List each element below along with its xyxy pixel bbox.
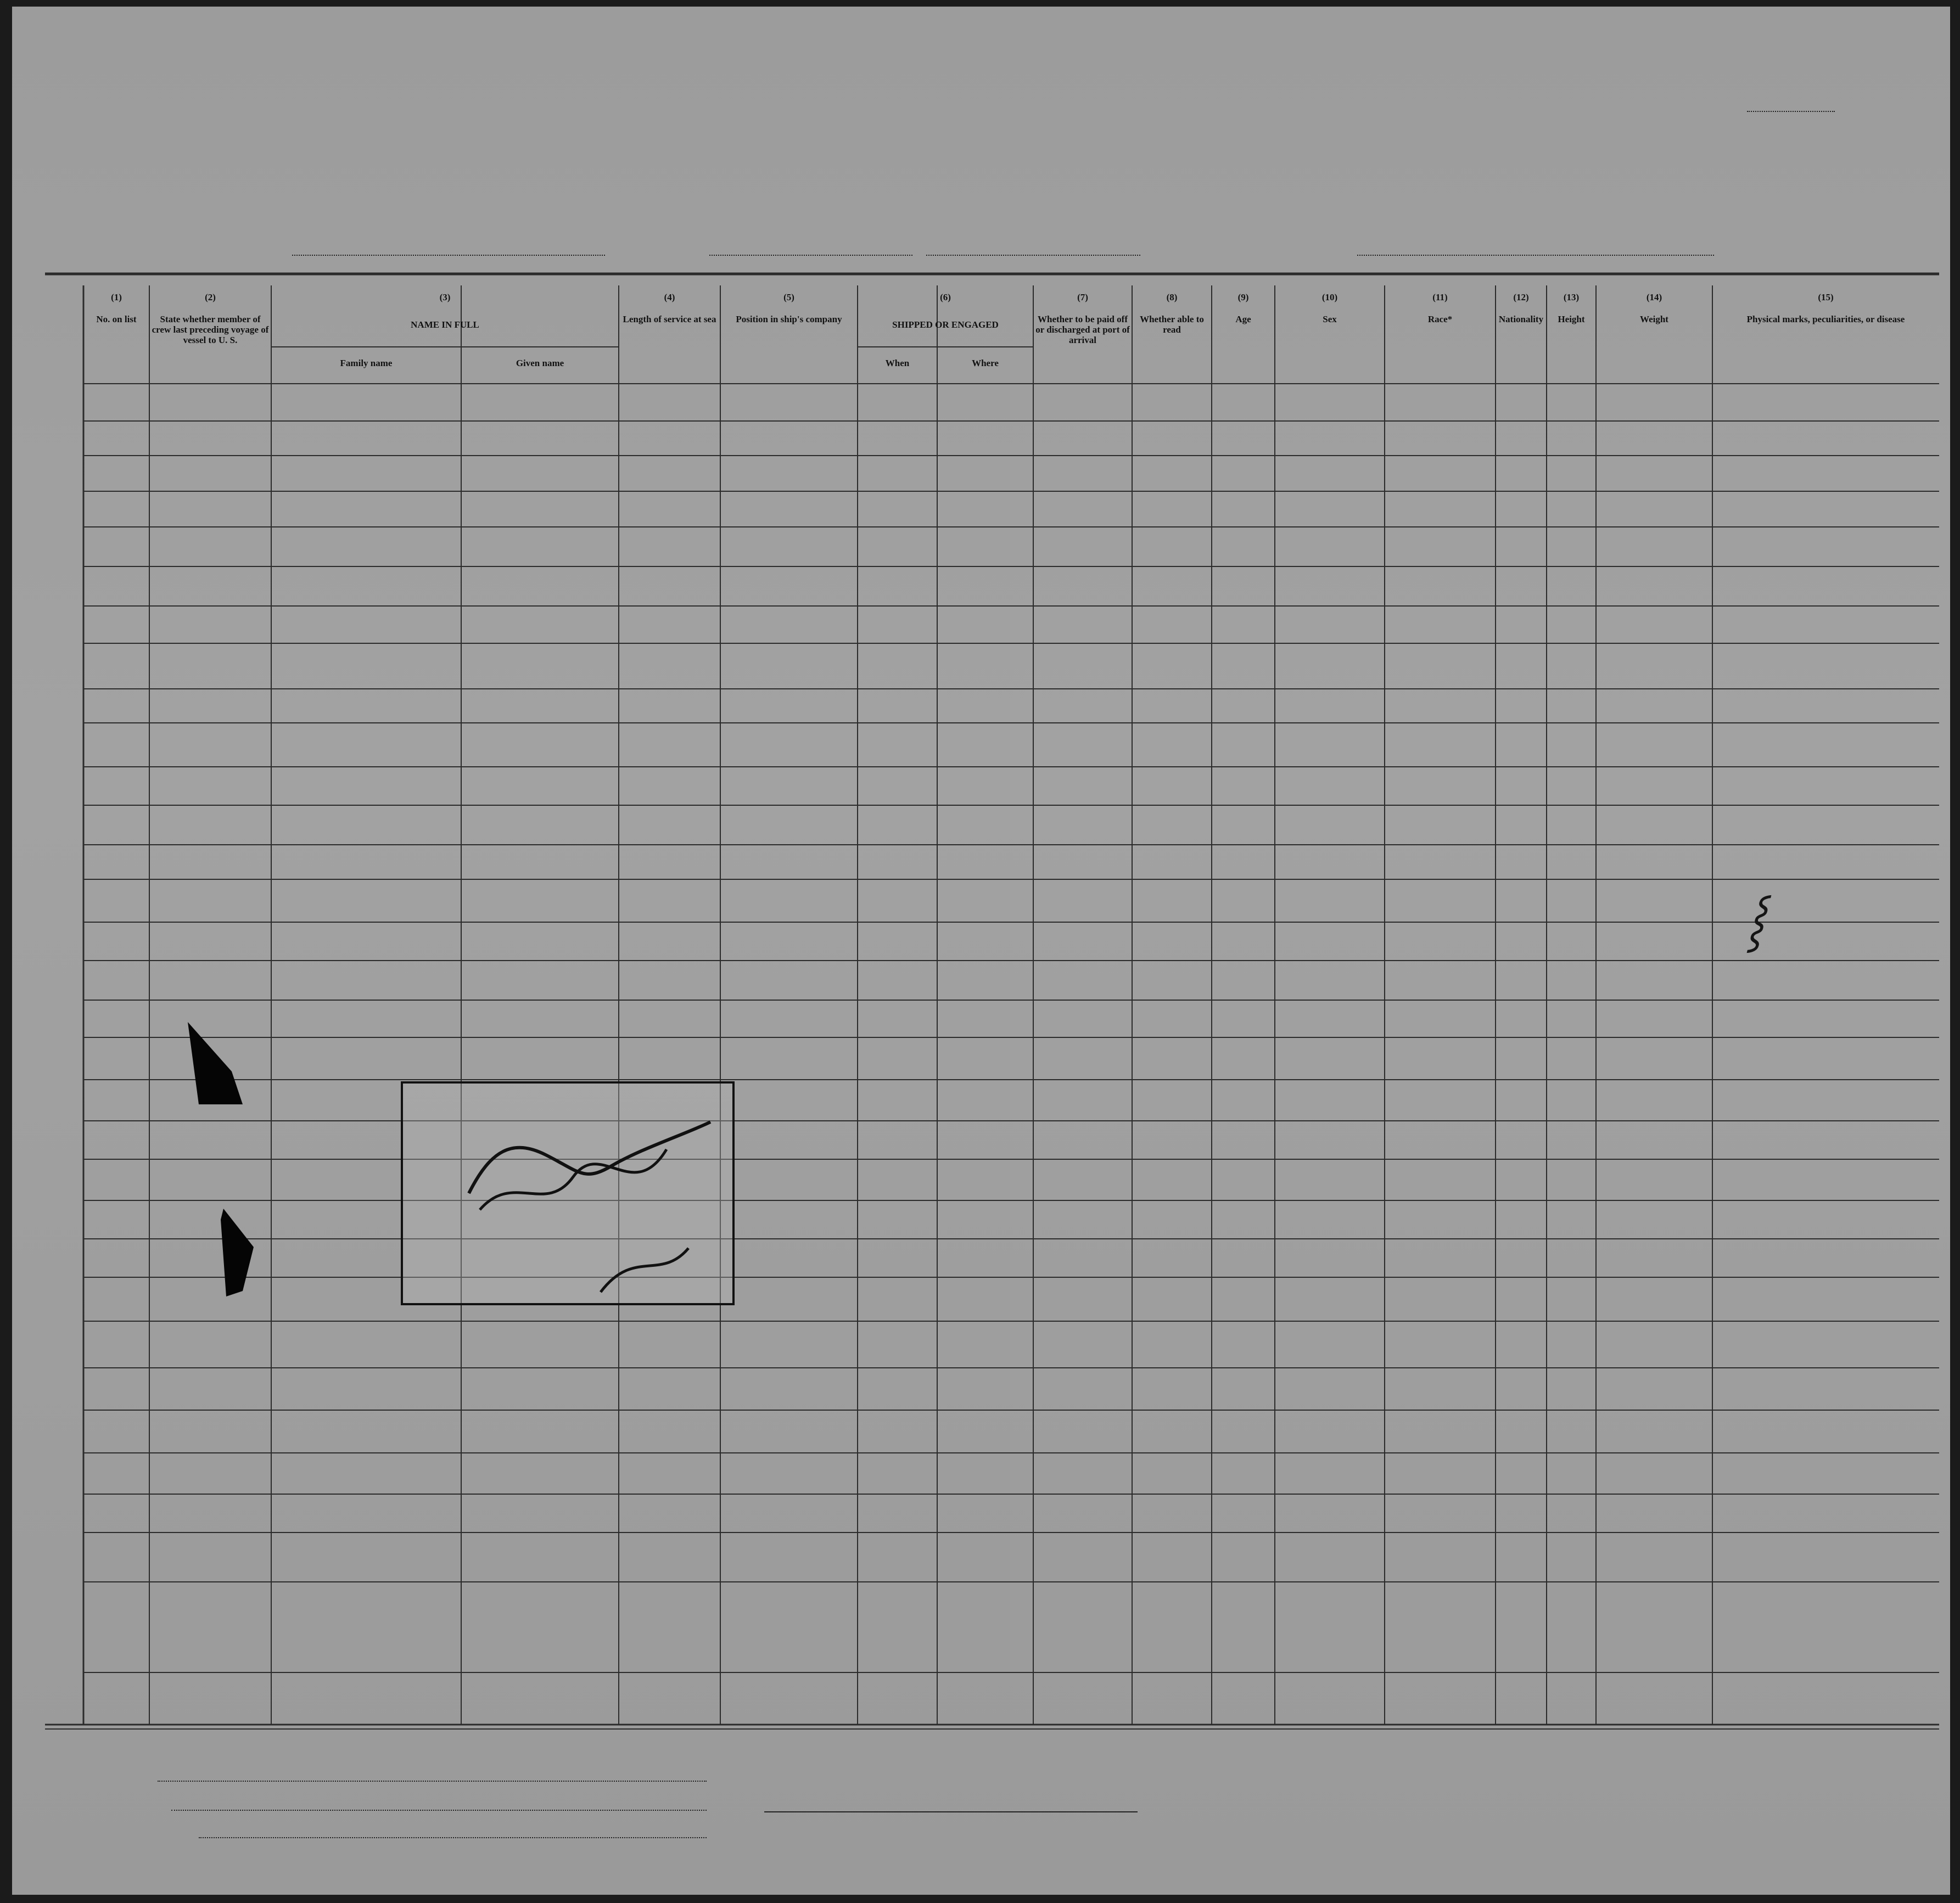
- column-header: Position in ship's company: [736, 314, 842, 324]
- seal-icon: [105, 1011, 341, 1307]
- column-number: (12): [1513, 292, 1529, 302]
- column-header: SHIPPED OR ENGAGED: [892, 319, 999, 330]
- column-number: (6): [940, 292, 951, 302]
- column-header: Nationality: [1498, 314, 1544, 324]
- manifest-sheet: [12, 7, 1950, 1895]
- column-number: (10): [1321, 292, 1338, 302]
- column-number: (15): [1818, 292, 1834, 302]
- column-header: Weight: [1640, 314, 1668, 324]
- column-header: Race*: [1427, 314, 1453, 324]
- column-header: Sex: [1323, 314, 1337, 324]
- service-check-marks: [12, 7, 1950, 1895]
- consul-signature-icon: [403, 1084, 732, 1303]
- column-number: (7): [1077, 292, 1088, 302]
- column-number: (8): [1166, 292, 1178, 302]
- column-number: (9): [1237, 292, 1249, 302]
- column-subheader: Given name: [516, 358, 564, 368]
- consulate-visa-stamp: [401, 1081, 735, 1305]
- column-number: (3): [439, 292, 451, 302]
- column-header: Physical marks, peculiarities, or disease: [1746, 314, 1905, 324]
- column-header: Length of service at sea: [623, 314, 716, 324]
- column-header: No. on list: [96, 314, 137, 324]
- column-header: Whether able to read: [1140, 314, 1204, 335]
- column-header: Whether to be paid off or discharged at port of arrival: [1035, 314, 1130, 345]
- column-number: (5): [783, 292, 794, 302]
- column-subheader: Family name: [340, 358, 393, 368]
- column-number: (1): [111, 292, 122, 302]
- column-number: (2): [205, 292, 216, 302]
- column-header: State whether member of crew last preceding voyage of vessel to U. S.: [152, 314, 269, 345]
- column-header: Height: [1558, 314, 1585, 324]
- column-number: (11): [1432, 292, 1448, 302]
- column-number: (4): [664, 292, 675, 302]
- column-header: NAME IN FULL: [411, 319, 479, 330]
- column-number: (13): [1563, 292, 1580, 302]
- column-subheader: Where: [972, 358, 999, 368]
- column-header: Age: [1235, 314, 1251, 324]
- column-number: (14): [1646, 292, 1662, 302]
- remarks-bracket-mark: ⸾: [1747, 891, 1765, 949]
- column-subheader: When: [885, 358, 910, 368]
